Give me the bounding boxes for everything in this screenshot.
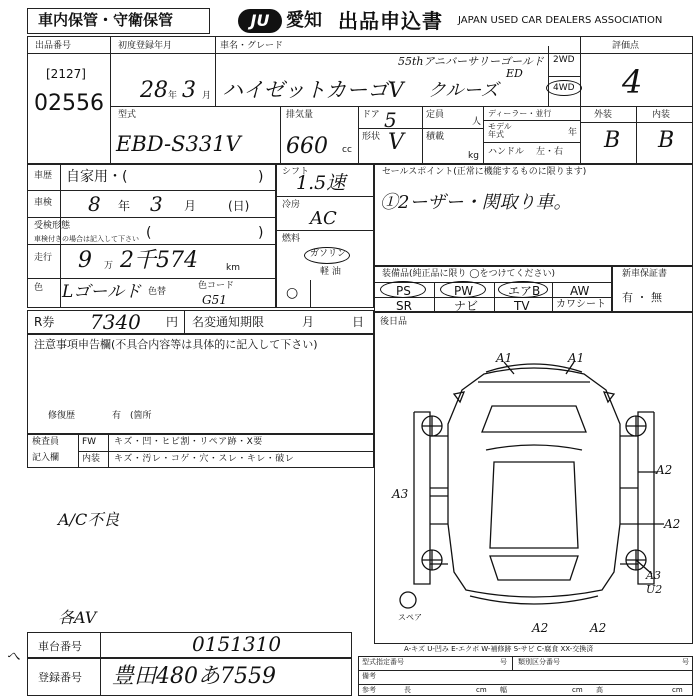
grade-line-3: クルーズ [428,80,499,101]
inspection-year-unit: 年 [118,199,131,213]
equip-sr: SR [396,299,412,313]
notes-label: 注意事項申告欄(不具合内容等は具体的に記入して下さい) [34,338,318,351]
entry-label: 記入欄 [32,453,60,463]
recycle-label: R券 [34,315,55,329]
inner-items: キズ・汚レ・コゲ・穴・スレ・キレ・破レ [114,454,295,464]
reference-label: 参考 [362,686,376,694]
chassis-value: 0151310 [192,632,282,656]
mileage-rest: 2千574 [120,248,198,273]
notice-month: 月 [302,315,315,329]
category-label: 類別区分番号 [518,658,560,666]
lot-sub-number: [2127] [46,67,86,81]
equip-ps-circle [380,281,426,298]
shift-label: シフト [282,167,310,177]
mileage-unit-km: km [226,263,240,273]
displacement-label: 排気量 [286,110,314,120]
registration-year: 28 [140,78,168,103]
mileage-unit-man: 万 [104,261,114,271]
recycle-amount: 7340 [90,310,141,334]
inspection-label: 車検 [34,198,53,208]
handle-value: 左・右 [536,147,564,157]
inspection-month: 3 [150,192,163,216]
shape-label: 形状 [362,132,381,142]
receive-label: 受検形態 [34,221,71,231]
notes-footer-label: 備考 [362,672,376,680]
displacement-unit: cc [342,145,352,155]
mark-left-side: A3 [392,487,409,501]
history-value: 自家用・( [66,169,128,185]
form-title: 出品申込書 [338,9,443,33]
lot-number: 02556 [34,91,104,116]
history-label: 車歴 [34,171,53,181]
color-label: 色 [34,283,44,293]
receive-open: ( [146,225,152,241]
equip-pw-circle [440,281,486,298]
mark-right-rear: A2 [664,517,681,531]
plate-label: 登録番号 [38,671,82,684]
margin-mark: へ [6,649,20,665]
capacity-unit: 人 [472,117,482,127]
mark-right-front: A2 [656,463,673,477]
designation-no: 号 [500,658,507,666]
load-unit: kg [468,151,479,161]
grade-line-2: ED [506,67,523,80]
capacity-label: 定員 [426,110,445,120]
width-label: 幅 [500,686,507,694]
equipment-label: 装備品(純正品に限り ◯をつけてください) [382,269,555,279]
mileage-man: 9 [78,248,92,273]
registration-month-unit: 月 [202,91,212,101]
registration-month: 3 [182,78,196,103]
shift-value: 1.5速 [296,172,346,194]
height-cm: cm [672,686,683,694]
lot-label: 出品番号 [35,41,72,51]
ac-value: AC [310,208,337,229]
drive-4wd: 4WD [553,83,575,93]
height-label: 高 [596,686,603,694]
displacement: 660 [286,134,328,159]
repair-label: 修復歴 [48,411,76,421]
category-no: 号 [682,658,689,666]
association-name: JAPAN USED CAR DEALERS ASSOCIATION [458,15,663,26]
fuel-check: ○ [286,285,299,301]
width-cm: cm [572,686,583,694]
interior-grade: B [658,128,675,153]
equip-aw: AW [570,284,590,298]
fuel-gas: ガソリン [310,249,347,259]
handwritten-note-2: 各AV [58,608,97,627]
equip-ps: PS [396,284,411,298]
mark-front-left: A1 [496,351,513,365]
inspection-day-unit: (日) [228,199,250,213]
equip-pw: PW [454,284,474,298]
selling-points-block [374,164,693,266]
shape: V [388,130,404,155]
color-code-label: 色コード [198,281,235,291]
equip-seat: カワシート [556,299,606,310]
model-name: ハイゼットカーゴV [222,78,404,102]
mileage-label: 走行 [34,253,53,263]
color-value: Lゴールド [62,282,141,302]
model-year-unit: 年 [568,128,578,138]
model-code: EBD-S331V [116,132,241,156]
notice-day: 日 [352,315,365,329]
equip-navi: ナビ [454,299,479,313]
mark-front-right: A1 [568,351,585,365]
rear-seat-label: 後日品 [380,317,408,327]
grade-line-1: 55thアニバーサリーゴールド [398,55,544,68]
equip-airbag-circle [498,281,548,298]
inspection-month-unit: 月 [184,199,197,213]
handwritten-note-1: A/C不良 [58,510,120,529]
inspector-label: 検査員 [32,437,60,447]
model-code-label: 型式 [118,110,137,120]
exterior-grade: B [604,128,621,153]
repair-place: (箇所 [130,411,152,421]
damage-legend: A-キズ U-凹み E-エクボ W-補修跡 S-サビ C-腐食 XX-交換済 [404,645,594,653]
dealer-label: ディーラー・並行 [488,109,552,118]
handle-label: ハンドル [488,147,525,157]
repair-value: 有 [112,411,122,421]
selling-points-text: ①2ーザー・関取り車。 [380,192,572,213]
grade-label: 評価点 [612,41,640,51]
mark-rear-corner-a3: A3 [646,569,661,582]
mark-rear-left: A2 [532,621,549,635]
registration-label: 初度登録年月 [118,41,173,51]
receive-close: ) [258,225,264,241]
designation-label: 型式指定番号 [362,658,404,666]
fuel-diesel: 軽 油 [320,267,341,277]
org-name: 愛知 [286,10,322,31]
equip-tv: TV [514,299,530,313]
warranty-label: 新車保証書 [622,269,668,279]
ju-logo: JU [238,9,282,33]
notice-label: 名変通知期限 [192,315,265,329]
inspection-year: 8 [88,192,101,216]
receive-sub: 車検付きの場合は記入して下さい [34,235,139,243]
warranty-value: 有 ・ 無 [622,291,662,304]
drive-2wd: 2WD [553,55,575,65]
load-label: 積載 [426,132,445,142]
chassis-label: 車台番号 [38,640,82,653]
length-cm: cm [476,686,487,694]
exterior-label: 外装 [594,110,613,120]
equip-airbag: エアB [508,284,541,298]
model-name-label: 車名・グレード [220,41,284,51]
storage-note: 車内保管・守衛保管 [38,11,174,29]
mark-rear-corner-u2: U2 [646,583,663,596]
interior-label: 内装 [652,110,671,120]
grade-score: 4 [622,63,643,101]
fw-items: キズ・凹・ヒビ割・リペア跡・X要 [114,437,263,447]
doors-label: ドア [362,110,380,120]
fw-label: FW [82,437,97,447]
inner-label: 内装 [82,454,101,464]
model-year-label: モデル年式 [488,122,512,139]
spare-label: スペア [398,613,422,622]
repaint-label: 色替 [148,287,167,297]
color-code: G51 [202,293,227,307]
mark-rear-right: A2 [590,621,607,635]
ac-label: 冷房 [282,200,301,210]
plate-value: 豊田480あ7559 [112,664,276,689]
selling-points-label: セールスポイント(正常に機能するものに限ります) [382,167,587,177]
recycle-unit: 円 [166,315,179,329]
registration-year-unit: 年 [168,91,178,101]
fuel-label: 燃料 [282,234,301,244]
history-close: ) [258,169,264,185]
length-label: 長 [404,686,411,694]
doors: 5 [384,108,397,132]
